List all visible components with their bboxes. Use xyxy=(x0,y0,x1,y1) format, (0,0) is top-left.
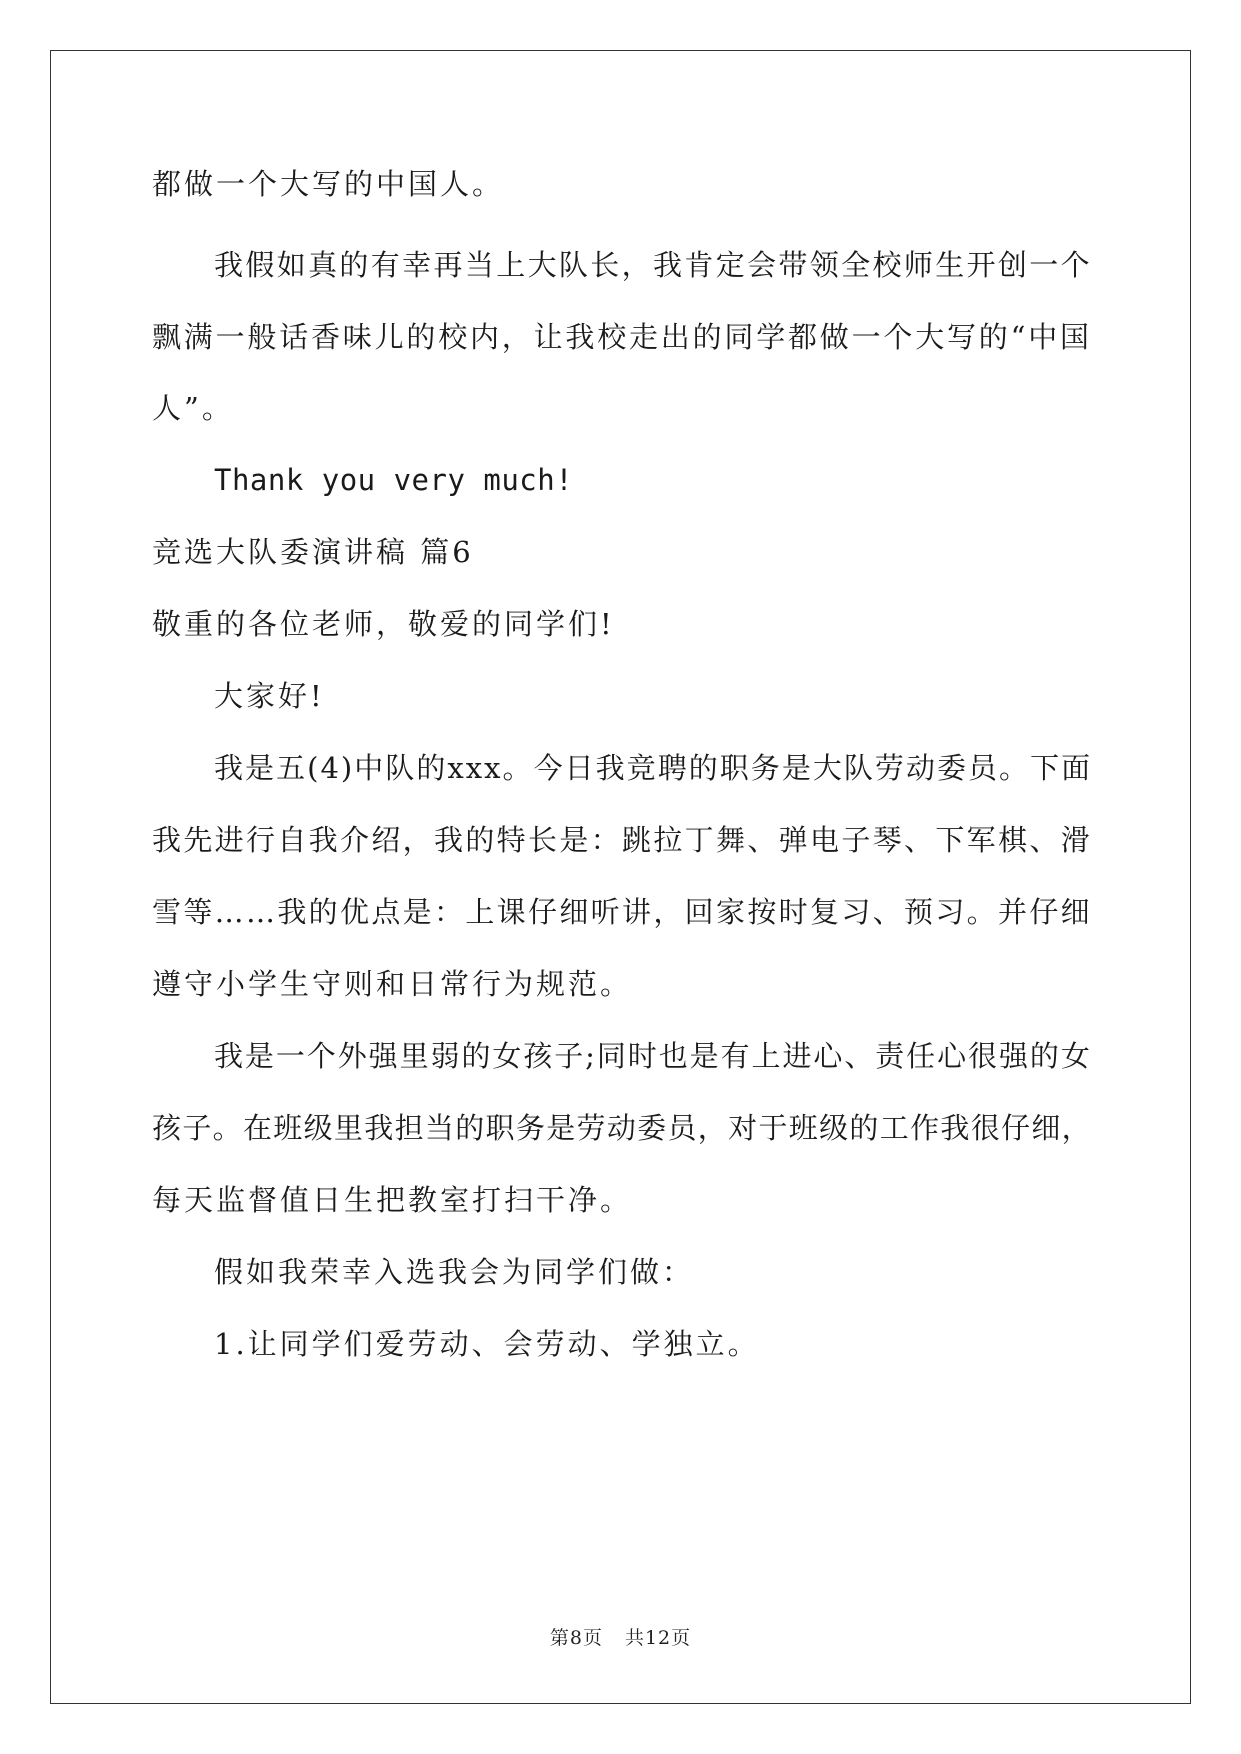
paragraph-line: 我是五(4)中队的xxx。今日我竞聘的职务是大队劳动委员。下面 xyxy=(214,751,1093,785)
paragraph-line: 飘满一般话香味儿的校内，让我校走出的同学都做一个大写的“中国 xyxy=(152,320,1092,354)
paragraph-line: 雪等……我的优点是：上课仔细听讲，回家按时复习、预习。并仔细 xyxy=(152,895,1093,929)
paragraph-line: 我先进行自我介绍，我的特长是：跳拉丁舞、弹电子琴、下军棋、滑 xyxy=(152,823,1093,857)
paragraph-line: 人”。 xyxy=(152,391,234,425)
paragraph-line-english: Thank you very much! xyxy=(214,463,574,497)
paragraph-line: 我是一个外强里弱的女孩子;同时也是有上进心、责任心很强的女 xyxy=(214,1039,1092,1073)
page-border xyxy=(50,50,1191,1704)
section-heading: 竞选大队委演讲稿 篇6 xyxy=(152,535,474,569)
paragraph-line: 孩子。在班级里我担当的职务是劳动委员，对于班级的工作我很仔细， xyxy=(152,1111,1093,1145)
paragraph-line: 我假如真的有幸再当上大队长，我肯定会带领全校师生开创一个 xyxy=(214,248,1093,282)
paragraph-line: 都做一个大写的中国人。 xyxy=(152,167,505,201)
page-number-current: 第8页 xyxy=(549,1627,603,1649)
page-footer xyxy=(0,1626,1241,1650)
salutation: 敬重的各位老师，敬爱的同学们! xyxy=(152,607,615,641)
page-number-total: 共12页 xyxy=(624,1627,692,1649)
list-item: 1.让同学们爱劳动、会劳动、学独立。 xyxy=(214,1327,760,1361)
greeting: 大家好! xyxy=(214,679,325,713)
paragraph-line: 遵守小学生守则和日常行为规范。 xyxy=(152,967,633,1001)
paragraph-line: 假如我荣幸入选我会为同学们做： xyxy=(214,1255,695,1289)
paragraph-line: 每天监督值日生把教室打扫干净。 xyxy=(152,1183,633,1217)
